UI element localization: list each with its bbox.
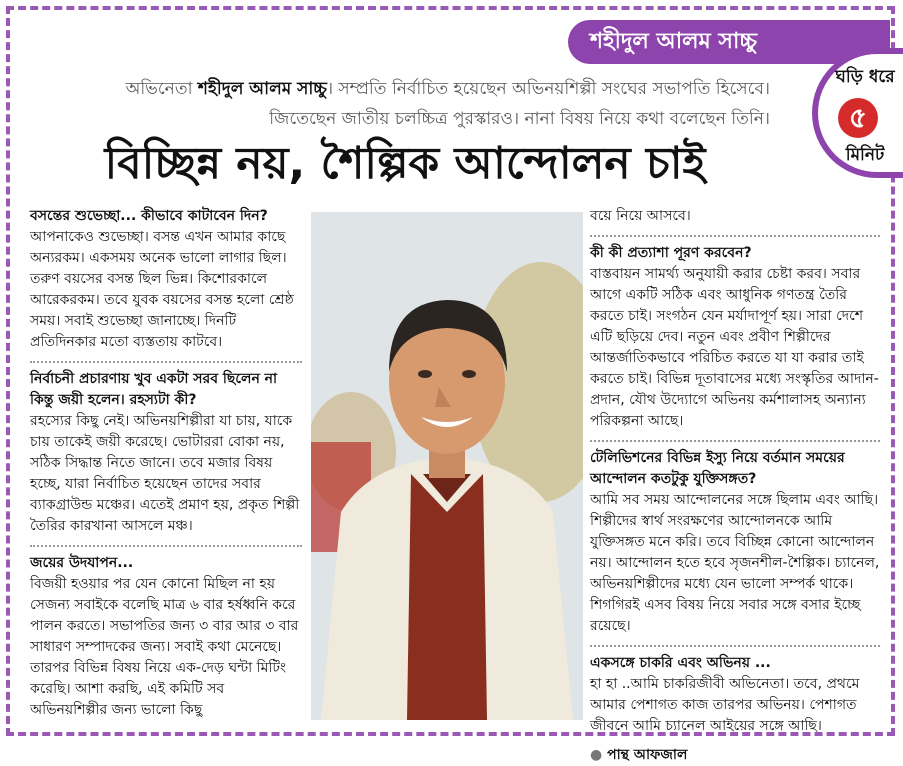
answer: আমি সব সময় আন্দোলনের সঙ্গে ছিলাম এবং আছি। শিল্পীদের স্বার্থ সংরক্ষণের আন্দোলনকে আমি যুক্তিসঙ্গত মনে করি। তবে বিচ্ছিন্ন কোনো আন্দোলন নয়। আন্দোলন হতে হবে সৃজনশীল-শৈল্পিক। চ্যানেল, অভিনয়শিল্পীদের মধ্যে যেন ভালো সম্পর্ক থাকে। শিগগিরই এসব বিষয় নিয়ে সবার সঙ্গে বসার ইচ্ছে রয়েছে। <box>590 492 880 634</box>
qa-section <box>590 243 880 432</box>
qa-section <box>30 553 302 721</box>
question: নির্বাচনী প্রচারণায় খুব একটা সরব ছিলেন না কিন্তু জয়ী হলেন। রহস্যটা কী? <box>30 371 278 408</box>
portrait-illustration <box>311 212 583 720</box>
question: বসন্তের শুভেচ্ছা... কীভাবে কাটাবেন দিন? <box>30 208 268 224</box>
divider <box>590 440 880 442</box>
qa-section <box>590 448 880 637</box>
qa-section <box>30 369 302 537</box>
answer: হা হা ..আমি চাকরিজীবী অভিনেতা। তবে, প্রথমে আমার পেশাগত কাজ তারপর অভিনয়। পেশাগত জীবনে আমি চ্যানেল আইয়ের সঙ্গে আছি। <box>590 676 860 734</box>
intro-line1-rest: । সম্প্রতি নির্বাচিত হয়েছেন অভিনয়শিল্পী সংঘের সভাপতি হিসেবে। <box>326 79 770 99</box>
badge-bottom-text: মিনিট <box>845 145 885 165</box>
answer: বাস্তবায়ন সামর্থ্য অনুযায়ী করার চেষ্টা করব। সবার আগে একটি সঠিক এবং আধুনিক গণতন্ত্র তৈরি করতে চাই। সংগঠন যেন মর্যাদাপূর্ণ হয়। সারা দেশে এটি ছড়িয়ে দেব। নতুন এবং প্রবীণ শিল্পীদের আন্তর্জাতিকভাবে পরিচিত করতে যা যা করার তাই করতে চাই। বিভিন্ন দূতাবাসের মধ্যে সংস্কৃতির আদান-প্রদান, যৌথ উদ্যোগে অভিনয় কর্মশালাসহ অন্যান্য পরিকল্পনা আছে। <box>590 266 879 429</box>
answer: রহস্যের কিছু নেই। অভিনয়শিল্পীরা যা চায়, যাকে চায় তাকেই জয়ী করেছে। ভোটাররা বোকা নয়, সঠিক সিদ্ধান্ত নিতে জানে। তবে মজার বিষয় হচ্ছে, যারা নির্বাচিত হয়েছেন তাদের সবার ব্যাকগ্রাউন্ড মঞ্চের। এতেই প্রমাণ হয়, প্রকৃত শিল্পী তৈরির কারখানা আসলে মঞ্চ। <box>30 413 300 534</box>
question: টেলিভিশনের বিভিন্ন ইস্যু নিয়ে বর্তমান সময়ের আন্দোলন কতটুকু যুক্তিসঙ্গত? <box>590 450 845 487</box>
badge-top-text: ঘড়ি ধরে <box>835 67 895 87</box>
credit-name: পান্থ আফজাল <box>607 747 688 763</box>
intro-text <box>40 74 770 134</box>
banner-name: শহীদুল আলম সাচ্চু <box>590 29 757 54</box>
divider <box>30 361 302 363</box>
right-column <box>590 206 880 766</box>
bullet-icon: ● <box>590 747 603 763</box>
qa-section <box>590 653 880 737</box>
divider <box>30 545 302 547</box>
question: কী কী প্রত্যাশা পূরণ করবেন? <box>590 245 752 261</box>
portrait-photo <box>311 212 583 720</box>
continued-answer: বয়ে নিয়ে আসবে। <box>590 208 691 224</box>
divider <box>590 235 880 237</box>
author-credit <box>590 745 880 766</box>
question: একসঙ্গে চাকরি এবং অভিনয় ... <box>590 655 771 671</box>
answer: বিজয়ী হওয়ার পর যেন কোনো মিছিল না হয় সেজন্য সবাইকে বলেছি মাত্র ৬ বার হর্ষধ্বনি করে পালন করতে। সভাপতির জন্য ৩ বার আর ৩ বার সাধারণ সম্পাদকের জন্য। সবাই কথা মেনেছে। তারপর বিভিন্ন বিষয় নিয়ে এক-দেড় ঘন্টা মিটিং করেছি। আশা করছি, এই কমিটি সব অভিনয়শিল্পীর জন্য ভালো কিছু <box>30 576 299 718</box>
headline: বিচ্ছিন্ন নয়, শৈল্পিক আন্দোলন চাই <box>104 138 706 189</box>
intro-name: শহীদুল আলম সাচ্চু <box>197 79 327 99</box>
left-column <box>30 206 302 729</box>
divider <box>590 645 880 647</box>
intro-prefix: অভিনেতা <box>125 79 198 99</box>
qa-section <box>30 206 302 353</box>
badge-number: ৫ <box>838 98 878 138</box>
time-badge <box>812 48 903 178</box>
question: জয়ের উদযাপন... <box>30 555 134 571</box>
answer: আপনাকেও শুভেচ্ছা। বসন্ত এখন আমার কাছে অন্যরকম। একসময় অনেক ভালো লাগার ছিল। তরুণ বয়সের বসন্ত ছিল ভিন্ন। কিশোরকালে আরেকরকম। তবে যুবক বয়সের বসন্ত হলো শ্রেষ্ঠ সময়। সবাই শুভেচ্ছা জানাচ্ছে। দিনটি প্রতিদিনকার মতো ব্যস্ততায় কাটবে। <box>30 229 294 350</box>
intro-line2: জিতেছেন জাতীয় চলচ্চিত্র পুরস্কারও। নানা বিষয় নিয়ে কথা বলেছেন তিনি। <box>269 109 770 129</box>
